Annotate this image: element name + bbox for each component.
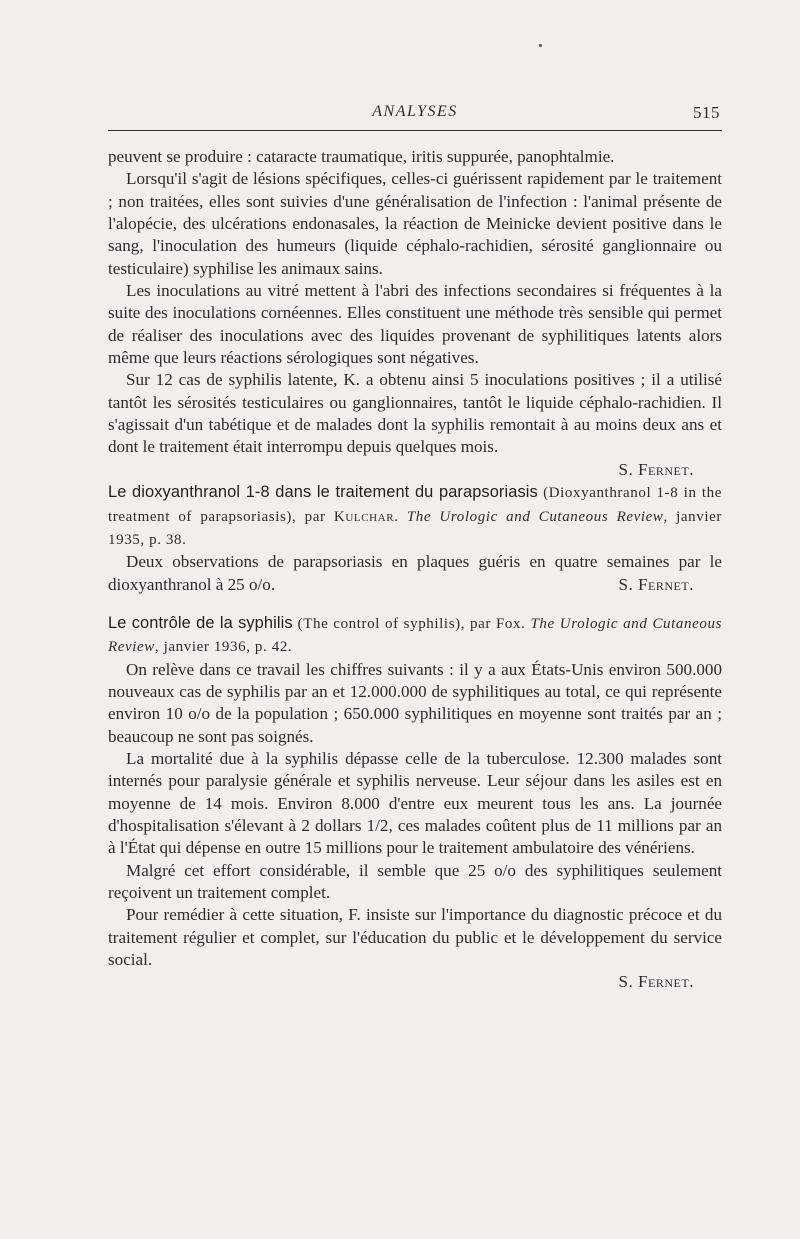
- citation-open: (Dioxyanthranol 1-8 in the treatment of parapsoriasis), par: [108, 485, 722, 525]
- citation-sep: .: [394, 508, 407, 525]
- running-title: ANALYSES: [372, 103, 458, 120]
- paragraph: On relève dans ce travail les chiffres suivants : il y a aux États-Unis environ 500.000 nouveaux cas de syphilis par an et 12.000.000 de syphilitiques au total, ce qui représente environ 10 o/o de la population ; 650.000 syphilitiques en moyenne sont traités par an ; beaucoup ne sont pas soignés.: [108, 659, 722, 746]
- article-title: Le contrôle de la syphilis: [108, 613, 293, 632]
- citation-journal: The Urologic and Cutaneous Review: [406, 508, 664, 525]
- article-title: Le dioxyanthranol 1-8 dans le traitement du parapsoriasis: [108, 483, 538, 502]
- page-body: [108, 146, 722, 994]
- signature: [108, 459, 722, 481]
- paragraph: peuvent se produire : cataracte traumatique, iritis suppurée, panophtalmie.: [108, 147, 615, 166]
- signature: [601, 574, 723, 596]
- paragraph: La mortalité due à la syphilis dépasse celle de la tuberculose. 12.300 malades sont internés pour paralysie générale et syphilis nerveuse. Leur séjour dans les asiles est en moyenne de 14 mois. Environ 8.000 d'entre eux meurent tous les ans. La journée d'hospitalisation s'élevant à 2 dollars 1/2, ces malades coûtent plus de 11 millions par an à l'État qui dépense en outre 15 millions pour le traitement ambulatoire des vénériens.: [108, 748, 722, 858]
- signature: [108, 971, 722, 993]
- running-header: [108, 100, 722, 128]
- paragraph: [108, 551, 722, 596]
- header-rule: [108, 130, 722, 131]
- paragraph: Lorsqu'il s'agit de lésions spécifiques, celles-ci guérissent rapidement par le traitement ; non traitées, elles sont suivies d'une généralisation de l'infection : l'animal présente de l'alopécie, des ulcérations endonasales, la réaction de Meinicke devient positive dans le sang, l'inoculation des humeurs (liquide céphalo-rachidien, sérosité ganglionnaire ou testiculaire) syphilise les animaux sains.: [108, 169, 722, 278]
- citation-open: (The control of syphilis), par Fox.: [292, 615, 531, 632]
- citation-journal: The Urologic and Cutaneous Review: [108, 615, 723, 656]
- article-heading: [108, 612, 722, 659]
- citation-author: Kulchar: [333, 508, 395, 525]
- signature-text: S. Fernet.: [618, 459, 694, 479]
- paragraph: Malgré cet effort considérable, il semble que 25 o/o des syphilitiques seulement reçoivent un traitement complet.: [108, 860, 722, 902]
- paragraph: Les inoculations au vitré mettent à l'abri des infections secondaires si fréquentes à la suite des inoculations cornéennes. Elles constituent une méthode très sensible qui permet de réaliser des inoculations avec des liquides provenant de syphilitiques latents alors même que leurs réactions sérologiques sont négatives.: [108, 281, 722, 368]
- citation-close: , janvier 1935, p. 38.: [108, 508, 722, 548]
- print-speck: [539, 44, 542, 47]
- signature-text: S. Fernet.: [618, 574, 694, 594]
- signature-text: S. Fernet.: [618, 972, 694, 992]
- page-number: 515: [693, 103, 720, 122]
- article-heading: [108, 481, 722, 551]
- paragraph-text: Deux observations de parapsoriasis en plaques guéris en quatre semaines par le dioxyanthranol à 25 o/o.: [108, 552, 722, 594]
- paragraph: Sur 12 cas de syphilis latente, K. a obtenu ainsi 5 inoculations positives ; il a utilisé tantôt les sérosités testiculaires ou ganglionnaires, tantôt le liquide céphalo-rachidien. Il s'agissait d'un tabétique et de malades dont la syphilis remontait à au moins deux ans et dont le traitement était interrompu depuis quelques mois.: [108, 370, 722, 457]
- citation-close: , janvier 1936, p. 42.: [154, 639, 293, 656]
- paragraph: Pour remédier à cette situation, F. insiste sur l'importance du diagnostic précoce et du traitement régulier et complet, sur l'éducation du public et le développement du service social.: [108, 905, 722, 970]
